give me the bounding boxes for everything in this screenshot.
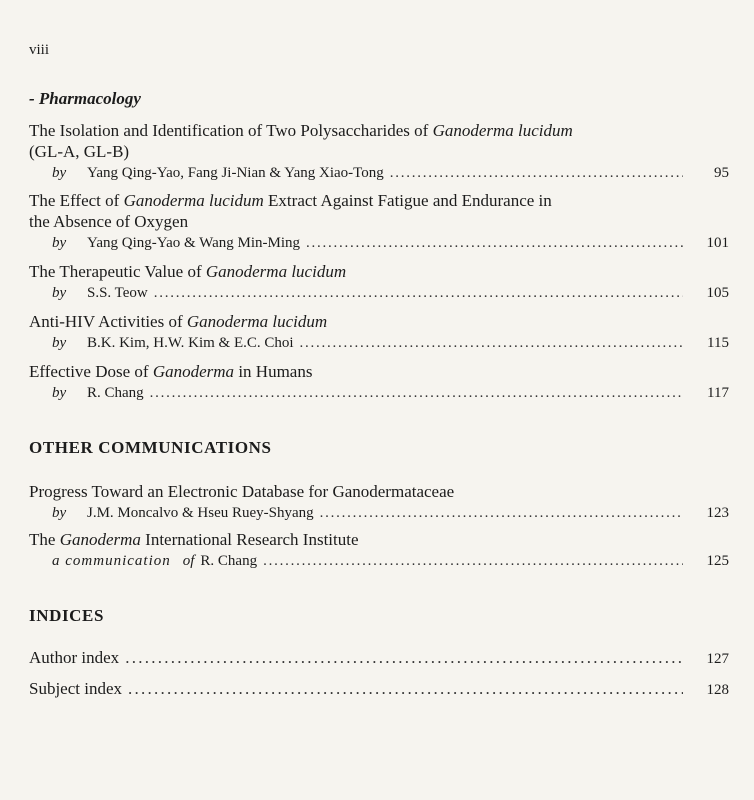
entry-byline [29, 333, 729, 353]
section-heading-other-communications: OTHER COMMUNICATIONS [29, 438, 272, 457]
entry-authors: Yang Qing-Yao & Wang Min-Ming [87, 235, 300, 251]
index-entry-subject [29, 679, 729, 699]
entry-authors: J.M. Moncalvo & Hseu Ruey-Shyang [87, 505, 314, 521]
entry-title: The Effect of Ganoderma lucidum Extract Against Fatigue and Endurance in [29, 191, 552, 210]
entry-authors: R. Chang [87, 385, 144, 401]
entry-authors: Yang Qing-Yao, Fang Ji-Nian & Yang Xiao-Tong [87, 165, 384, 181]
entry-title: Anti-HIV Activities of Ganoderma lucidum [29, 312, 328, 331]
entry-title-line2: the Absence of Oxygen [29, 212, 189, 231]
toc-entry [29, 261, 729, 303]
index-label: Subject index [29, 679, 123, 698]
section-heading-indices: INDICES [29, 606, 105, 625]
index-entry-author [29, 648, 729, 668]
by-label: by [52, 165, 67, 181]
entry-page-number: 95 [714, 165, 729, 181]
by-label: by [52, 385, 67, 401]
dot-leader [125, 648, 683, 668]
entry-page-number: 117 [707, 385, 729, 401]
toc-entry [29, 120, 729, 183]
dot-leader [300, 333, 683, 353]
communication-label: a communication [52, 553, 171, 569]
toc-entry [29, 361, 729, 403]
entry-title-line2: (GL-A, GL-B) [29, 142, 130, 161]
toc-entry [29, 190, 729, 253]
entry-authors: S.S. Teow [87, 285, 148, 301]
dot-leader [390, 163, 683, 183]
entry-title: Progress Toward an Electronic Database for Ganodermataceae [29, 482, 455, 501]
index-page-number: 127 [706, 651, 729, 667]
entry-byline [29, 383, 729, 403]
by-label: by [52, 285, 67, 301]
by-label: by [52, 335, 67, 351]
dot-leader [128, 679, 683, 699]
entry-authors: R. Chang [200, 553, 258, 569]
toc-entry [29, 529, 729, 571]
entry-title: The Therapeutic Value of Ganoderma lucidum [29, 262, 347, 281]
entry-page-number: 125 [706, 553, 729, 569]
page-number: viii [29, 42, 50, 58]
dot-leader [320, 503, 683, 523]
entry-authors: B.K. Kim, H.W. Kim & E.C. Choi [87, 335, 294, 351]
entry-title: The Isolation and Identification of Two Polysaccharides of Ganoderma lucidum [29, 121, 573, 140]
toc-entry [29, 311, 729, 353]
entry-byline [29, 163, 729, 183]
dot-leader [154, 283, 683, 303]
entry-byline [29, 233, 729, 253]
entry-title: The Ganoderma International Research Institute [29, 530, 359, 549]
entry-byline [29, 283, 729, 303]
index-label: Author index [29, 648, 120, 667]
dot-leader [263, 551, 683, 571]
entry-byline [29, 503, 729, 523]
entry-page-number: 105 [706, 285, 729, 301]
by-label: by [52, 505, 67, 521]
index-page-number: 128 [706, 682, 729, 698]
dot-leader [306, 233, 683, 253]
of-label: of [182, 553, 195, 569]
entry-page-number: 115 [707, 335, 729, 351]
entry-byline [29, 551, 729, 571]
toc-entry [29, 481, 729, 523]
entry-page-number: 101 [706, 235, 729, 251]
entry-title: Effective Dose of Ganoderma in Humans [29, 362, 313, 381]
section-heading-pharmacology: - Pharmacology [29, 89, 141, 108]
dot-leader [150, 383, 683, 403]
by-label: by [52, 235, 67, 251]
entry-page-number: 123 [706, 505, 729, 521]
